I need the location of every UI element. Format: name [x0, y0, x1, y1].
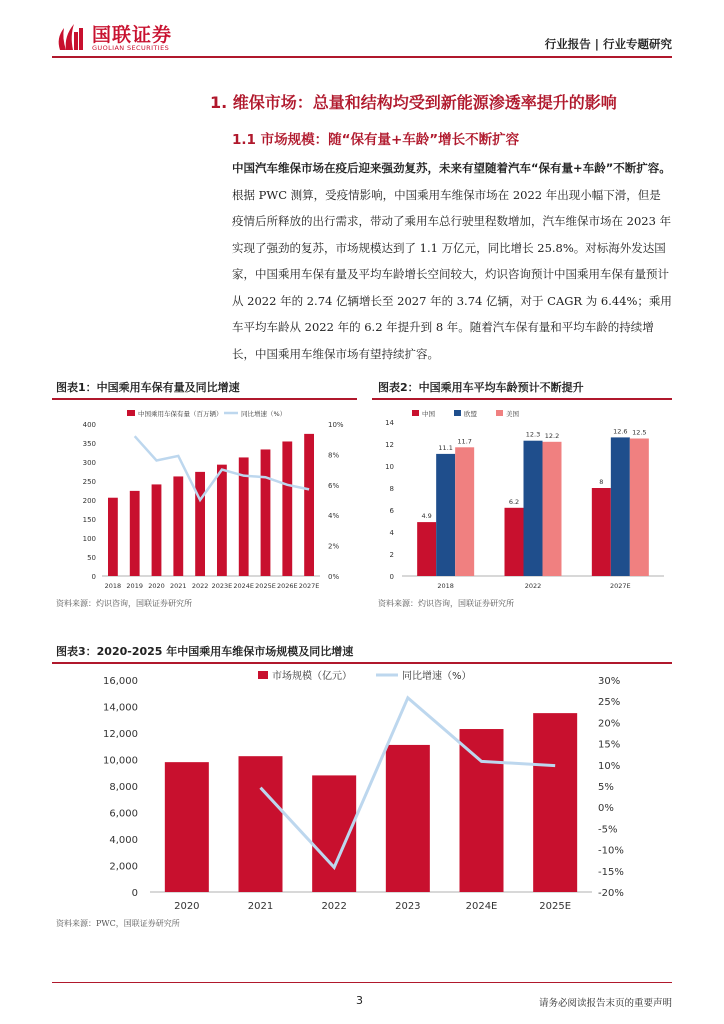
header-divider: [52, 56, 672, 58]
fig2-legend-label: 中国: [422, 410, 435, 418]
fig3-ytick-right: 25%: [598, 697, 621, 709]
fig2-legend-swatch: [412, 410, 419, 416]
fig1-bar: [261, 449, 271, 576]
fig1-xtick: 2022: [191, 582, 209, 590]
fig1-chart: [52, 402, 357, 594]
fig2-chart: [372, 402, 672, 594]
fig3-ytick-right: 0%: [598, 803, 614, 815]
fig1-bar: [304, 434, 314, 576]
fig3-ytick-left: 12,000: [103, 729, 138, 740]
fig1-bar: [152, 484, 162, 576]
fig2-legend-label: 美国: [506, 410, 519, 418]
logo-mark-icon: [52, 20, 88, 56]
fig2-data-label: 12.6: [613, 427, 628, 436]
fig2-ytick: 0: [389, 573, 394, 581]
fig3-xtick: 2025E: [539, 901, 572, 912]
fig1-legend-line: 同比增速（%）: [241, 410, 287, 418]
fig3-legend-bar: 市场规模（亿元）: [272, 671, 352, 682]
section-heading: 1. 维保市场：总量和结构均受到新能源渗透率提升的影响: [210, 93, 617, 112]
fig1-ytick-right: 4%: [328, 512, 340, 521]
subsection-heading: 1.1 市场规模：随“保有量+车龄”增长不断扩容: [232, 132, 520, 148]
fig1-ytick-left: 250: [82, 478, 96, 486]
fig3-ytick-right: -10%: [598, 845, 624, 857]
fig3-ytick-right: 20%: [598, 718, 621, 730]
fig2-data-label: 11.7: [457, 437, 472, 446]
fig2-divider: [372, 398, 672, 400]
fig2-data-label: 12.5: [632, 428, 647, 437]
footer-divider: [52, 982, 672, 983]
fig2-data-label: 12.2: [544, 431, 560, 440]
report-type: 行业报告 | 行业专题研究: [544, 37, 672, 51]
fig3-ytick-left: 10,000: [103, 755, 138, 767]
fig3-ytick-left: 14,000: [103, 702, 138, 714]
fig1-ytick-right: 6%: [328, 481, 340, 490]
fig3-ytick-right: -20%: [598, 888, 624, 899]
fig3-xtick: 2024E: [465, 901, 498, 912]
fig3-legend-line: 同比增速（%）: [402, 671, 472, 682]
page-number: 3: [356, 994, 363, 1007]
fig1-bar: [108, 498, 118, 576]
fig2-bar: [505, 508, 524, 576]
fig1-bar: [173, 476, 183, 576]
fig2-bar: [417, 522, 436, 576]
fig3-xtick: 2020: [174, 901, 200, 912]
fig1-xtick: 2021: [170, 582, 187, 590]
fig3-source: 资料来源：PWC，国联证券研究所: [56, 919, 180, 928]
body-text: 根据 PWC 测算，受疫情影响，中国乘用车维保市场在 2022 年出现小幅下滑，但是疫情后所释放的出行需求，带动了乘用车总行驶里程数增加，汽车维保市场在 2023 年实现了强劲的复苏，市场规模达到了 1.1 万亿元，同比增长 25.8%。对标海外发达国家，中国乘用车保有量及平均车龄增长空间较大，灼识咨询预计中国乘用车保有量预计从 2022 年的 2.74 亿辆增长至 2027 年的 3.74 亿辆，对于 CAGR 为 6.44%；乘用车平均车龄从 2022 年的 6.2 年提升到 8 年。随着汽车保有量和平均车龄的持续增长，中国乘用车维保市场有望持续扩容。: [232, 187, 672, 361]
company-logo: [52, 20, 212, 56]
fig2-ytick: 6: [389, 507, 394, 515]
fig3-legend-swatch-bar: [258, 671, 268, 679]
fig2-ytick: 14: [385, 419, 394, 427]
fig1-bar: [282, 441, 292, 576]
fig1-ytick-left: 150: [82, 516, 96, 524]
fig1-bar: [195, 472, 205, 576]
fig1-ytick-right: 2%: [328, 542, 340, 551]
fig3-ytick-right: 30%: [598, 676, 621, 687]
fig2-bar: [630, 439, 649, 577]
fig1-bar: [217, 465, 227, 576]
fig3-chart: [52, 664, 672, 916]
fig1-divider: [52, 398, 357, 400]
fig1-xtick: 2023E: [211, 582, 233, 590]
fig1-xtick: 2027E: [298, 582, 320, 590]
fig3-bar: [165, 762, 209, 892]
fig3-bar: [386, 745, 430, 892]
body-paragraph: [232, 155, 672, 367]
fig3-bar: [533, 713, 577, 892]
fig2-bar: [543, 442, 562, 576]
fig2-ytick: 8: [389, 485, 394, 493]
fig1-xtick: 2026E: [276, 582, 298, 590]
fig2-bar: [592, 488, 611, 576]
fig1-ytick-right: 10%: [328, 421, 344, 429]
fig2-data-label: 4.9: [421, 512, 432, 521]
fig2-legend-label: 欧盟: [464, 410, 477, 418]
fig3-xtick: 2022: [321, 901, 347, 912]
fig3-title: 图表3：2020-2025 年中国乘用车维保市场规模及同比增速: [56, 645, 354, 658]
fig3-ytick-left: 6,000: [109, 808, 138, 820]
fig1-ytick-right: 0%: [328, 573, 340, 581]
fig2-bar: [455, 447, 474, 576]
fig2-data-label: 6.2: [508, 497, 520, 506]
fig3-bar: [239, 756, 283, 892]
fig1-ytick-left: 50: [87, 554, 96, 562]
fig2-legend-swatch: [454, 410, 461, 416]
fig2-bar: [524, 441, 543, 576]
fig3-xtick: 2023: [395, 901, 421, 912]
fig1-source: 资料来源：灼识咨询，国联证券研究所: [56, 599, 192, 608]
fig3-bar: [460, 729, 504, 892]
fig2-ytick: 4: [389, 529, 394, 537]
fig3-ytick-right: 5%: [598, 782, 614, 793]
fig3-ytick-right: 10%: [598, 760, 621, 772]
fig2-xtick: 2027E: [610, 582, 631, 590]
fig3-ytick-right: 15%: [598, 739, 621, 751]
fig2-title: 图表2：中国乘用车平均车龄预计不断提升: [378, 381, 584, 394]
fig2-data-label: 11.1: [438, 443, 453, 452]
fig1-ytick-left: 400: [82, 421, 96, 429]
fig1-title: 图表1：中国乘用车保有量及同比增速: [56, 381, 240, 394]
fig2-bar: [436, 454, 455, 576]
fig1-xtick: 2020: [148, 582, 165, 590]
fig2-xtick: 2022: [524, 582, 542, 590]
fig1-xtick: 2024E: [233, 582, 255, 590]
fig1-bar: [130, 491, 140, 576]
fig1-xtick: 2025E: [255, 582, 276, 590]
fig1-legend-swatch-bar: [127, 410, 135, 416]
fig3-ytick-right: -15%: [598, 866, 624, 878]
fig3-xtick: 2021: [247, 901, 274, 912]
fig3-ytick-left: 0: [131, 888, 138, 899]
fig3-ytick-left: 4,000: [109, 835, 138, 846]
fig2-bar: [611, 437, 630, 576]
fig1-xtick: 2019: [126, 582, 143, 590]
fig1-legend-bar: 中国乘用车保有量（百万辆）: [138, 410, 223, 418]
disclaimer: 请务必阅读报告末页的重要声明: [538, 998, 672, 1009]
fig2-source: 资料来源：灼识咨询，国联证券研究所: [378, 599, 514, 608]
fig1-ytick-left: 0: [91, 573, 96, 581]
fig3-ytick-right: -5%: [598, 824, 618, 836]
fig2-ytick: 10: [385, 463, 394, 471]
fig2-data-label: 8: [599, 478, 604, 486]
fig1-ytick-left: 200: [82, 497, 96, 505]
lead-sentence: 中国汽车维保市场在疫后迎来强劲复苏，未来有望随着汽车“保有量+车龄”不断扩容。: [232, 161, 671, 175]
fig2-legend-swatch: [496, 410, 503, 416]
fig2-ytick: 2: [389, 551, 394, 559]
fig2-xtick: 2018: [437, 582, 454, 590]
logo-text-en: GUOLIAN SECURITIES: [92, 44, 170, 52]
fig3-ytick-left: 8,000: [109, 782, 138, 793]
logo-text-cn: 国联证券: [92, 24, 173, 46]
fig3-ytick-left: 2,000: [109, 861, 138, 873]
fig3-ytick-left: 16,000: [103, 676, 138, 687]
fig1-ytick-right: 8%: [328, 451, 340, 460]
fig1-ytick-left: 100: [82, 535, 96, 543]
fig1-xtick: 2018: [104, 582, 122, 590]
fig1-ytick-left: 300: [82, 459, 96, 467]
fig1-ytick-left: 350: [82, 440, 96, 448]
fig2-data-label: 12.3: [525, 430, 541, 439]
fig2-ytick: 12: [385, 441, 394, 449]
